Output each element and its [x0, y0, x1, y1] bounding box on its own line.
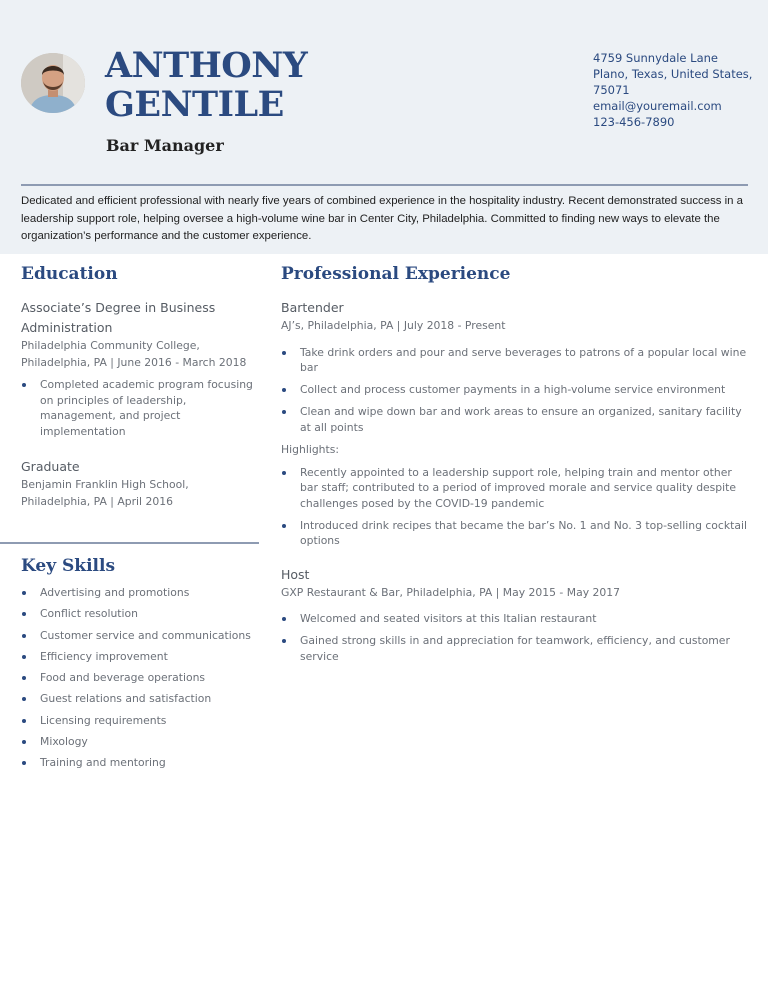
degree-meta: [21, 338, 256, 371]
skills-list: [21, 585, 256, 777]
degree-title: Graduate: [21, 459, 80, 474]
person-photo-icon: [21, 53, 85, 113]
skill-item: Food and beverage operations: [21, 670, 256, 686]
name-last: GENTILE: [105, 84, 284, 125]
header-divider: [21, 184, 748, 186]
profile-photo: [21, 53, 85, 113]
skill-item: Advertising and promotions: [21, 585, 256, 601]
school-location-dates: Philadelphia, PA | June 2016 - March 2018: [21, 355, 247, 369]
degree-meta: [21, 477, 256, 510]
email[interactable]: email@youremail.com: [593, 99, 722, 113]
education-section: [21, 298, 256, 510]
highlights-label: Highlights:: [281, 442, 340, 456]
skills-heading: Key Skills: [21, 556, 116, 576]
job-role: Host: [281, 566, 310, 582]
skill-item: Guest relations and satisfaction: [21, 691, 256, 707]
contact-info: [593, 50, 763, 130]
list-item: Recently appointed to a leadership support role, helping train and mentor other bar staff; contributed to a period of improved morale and service quality despite challenges posed by the COVID-19 pandemic: [281, 465, 751, 512]
education-heading: Education: [21, 264, 118, 284]
list-item: Take drink orders and pour and serve beverages to patrons of a popular local wine bar: [281, 345, 751, 376]
job-bullets: [281, 611, 751, 664]
experience-heading: Professional Experience: [281, 264, 511, 284]
school-name: Benjamin Franklin High School,: [21, 478, 189, 491]
degree-line: Associate’s Degree in Business: [21, 300, 216, 315]
address-line-2: Plano, Texas, United States,: [593, 67, 753, 81]
job-meta: GXP Restaurant & Bar, Philadelphia, PA | May 2015 - May 2017: [281, 585, 620, 599]
job-title: Bar Manager: [106, 136, 224, 155]
list-item: Gained strong skills in and appreciation for teamwork, efficiency, and customer service: [281, 633, 751, 664]
phone: 123-456-7890: [593, 115, 675, 129]
school-location-dates: Philadelphia, PA | April 2016: [21, 494, 173, 508]
section-divider: [0, 542, 259, 544]
list-item: Introduced drink recipes that became the bar’s No. 1 and No. 3 top-selling cocktail options: [281, 518, 751, 549]
list-item: Welcomed and seated visitors at this Italian restaurant: [281, 611, 751, 627]
skill-item: Mixology: [21, 734, 256, 750]
candidate-name: [105, 46, 405, 124]
job-bullets: [281, 345, 751, 436]
skill-item: Efficiency improvement: [21, 649, 256, 665]
address-line-1: 4759 Sunnydale Lane: [593, 51, 718, 65]
skill-item: Customer service and communications: [21, 628, 256, 644]
skill-item: Training and mentoring: [21, 755, 256, 771]
name-first: ANTHONY: [105, 45, 308, 86]
degree-line: Administration: [21, 320, 113, 335]
address-line-3: 75071: [593, 83, 630, 97]
job-role: Bartender: [281, 300, 344, 315]
skill-item: Conflict resolution: [21, 606, 256, 622]
highlights-list: [281, 465, 751, 549]
list-item: Collect and process customer payments in a high-volume service environment: [281, 382, 751, 398]
degree-title: [21, 298, 256, 338]
skill-item: Licensing requirements: [21, 713, 256, 729]
degree-bullets: [21, 377, 256, 439]
list-item: Clean and wipe down bar and work areas to ensure an organized, sanitary facility at all points: [281, 404, 751, 435]
job-meta: AJ’s, Philadelphia, PA | July 2018 - Present: [281, 319, 506, 332]
summary-text: Dedicated and efficient professional with nearly five years of combined experience in the hospitality industry. Recent demonstrated success in a leadership support role, helping oversee a high-volume wine bar in Center City, Philadelphia. Committed to finding new ways to elevate the organization’s performance and the customer experience.: [21, 195, 744, 242]
list-item: Completed academic program focusing on principles of leadership, management, and project implementation: [21, 377, 256, 439]
school-name: Philadelphia Community College,: [21, 339, 200, 352]
experience-section: [281, 298, 751, 671]
